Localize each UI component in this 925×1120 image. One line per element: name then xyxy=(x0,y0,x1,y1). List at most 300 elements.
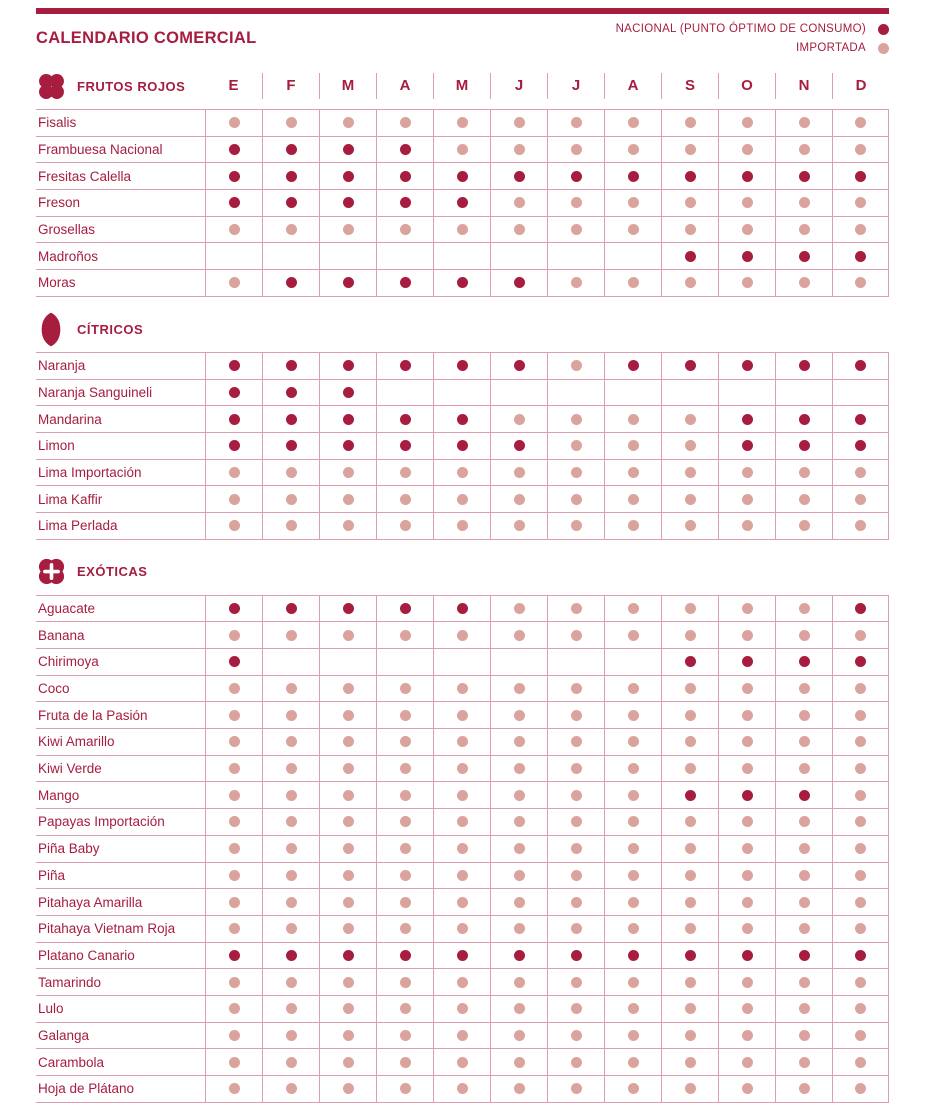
month-value-cell xyxy=(718,782,775,808)
month-value-cell xyxy=(775,486,832,512)
month-value-cell xyxy=(262,702,319,728)
importada-dot-icon xyxy=(400,1057,411,1068)
nacional-dot-icon xyxy=(685,790,696,801)
importada-dot-icon xyxy=(799,683,810,694)
table-row xyxy=(36,1076,889,1103)
month-value-cell xyxy=(661,996,718,1022)
month-value-cell xyxy=(661,782,718,808)
nacional-dot-icon xyxy=(799,414,810,425)
month-value-cell xyxy=(376,596,433,622)
month-value-cell xyxy=(604,729,661,755)
nacional-dot-icon xyxy=(229,171,240,182)
month-value-cell xyxy=(490,702,547,728)
row-label: Fresitas Calella xyxy=(38,168,132,184)
month-value-cell xyxy=(490,433,547,459)
month-value-cell xyxy=(661,702,718,728)
nacional-dot-icon xyxy=(514,950,525,961)
nacional-dot-icon xyxy=(286,387,297,398)
month-value-cell xyxy=(262,676,319,702)
importada-dot-icon xyxy=(855,1003,866,1014)
importada-dot-icon xyxy=(685,977,696,988)
section-name: EXÓTICAS xyxy=(77,564,148,580)
month-value-cell xyxy=(205,486,262,512)
row-label: Lulo xyxy=(38,1001,64,1017)
month-value-cell xyxy=(433,110,490,136)
month-value-cell xyxy=(718,163,775,189)
table-row xyxy=(36,1049,889,1076)
berries-icon xyxy=(36,72,66,101)
importada-dot-icon xyxy=(742,683,753,694)
importada-dot-icon xyxy=(571,790,582,801)
importada-dot-icon xyxy=(571,440,582,451)
importada-dot-icon xyxy=(514,1030,525,1041)
importada-dot-icon xyxy=(799,197,810,208)
month-value-cell xyxy=(547,486,604,512)
month-value-cell xyxy=(547,729,604,755)
month-value-cell xyxy=(718,243,775,269)
importada-dot-icon xyxy=(229,117,240,128)
month-value-cell xyxy=(775,943,832,969)
month-value-cell xyxy=(205,943,262,969)
month-header-2: F xyxy=(262,73,319,99)
month-value-cell xyxy=(775,190,832,216)
nacional-dot-icon xyxy=(742,656,753,667)
month-value-cell xyxy=(775,163,832,189)
table-row xyxy=(36,433,889,460)
row-label: Kiwi Verde xyxy=(38,761,102,777)
nacional-dot-icon xyxy=(400,440,411,451)
month-value-cell xyxy=(262,243,319,269)
importada-dot-icon xyxy=(286,467,297,478)
month-value-cell xyxy=(832,137,889,163)
month-value-cell xyxy=(718,649,775,675)
importada-dot-icon xyxy=(229,790,240,801)
importada-dot-icon xyxy=(514,603,525,614)
month-value-cell xyxy=(262,353,319,379)
month-value-cell xyxy=(262,996,319,1022)
month-value-cell xyxy=(547,996,604,1022)
month-value-cell xyxy=(319,1049,376,1075)
nacional-dot-icon xyxy=(229,656,240,667)
month-value-cell xyxy=(490,596,547,622)
importada-dot-icon xyxy=(229,816,240,827)
month-value-cell xyxy=(490,406,547,432)
table-row xyxy=(36,649,889,676)
importada-dot-icon xyxy=(229,277,240,288)
month-value-cell xyxy=(490,836,547,862)
importada-dot-icon xyxy=(457,1083,468,1094)
month-value-cell xyxy=(490,137,547,163)
table-row xyxy=(36,270,889,297)
month-value-cell xyxy=(490,969,547,995)
importada-dot-icon xyxy=(742,1083,753,1094)
month-value-cell xyxy=(775,756,832,782)
importada-dot-icon xyxy=(628,923,639,934)
month-value-cell xyxy=(262,756,319,782)
importada-dot-icon xyxy=(400,1003,411,1014)
importada-dot-icon xyxy=(742,843,753,854)
nacional-dot-icon xyxy=(855,360,866,371)
month-value-cell xyxy=(604,1076,661,1102)
importada-dot-icon xyxy=(514,520,525,531)
month-value-cell xyxy=(604,676,661,702)
month-value-cell xyxy=(205,406,262,432)
importada-dot-icon xyxy=(343,870,354,881)
importada-dot-icon xyxy=(742,1057,753,1068)
month-value-cell xyxy=(661,190,718,216)
month-value-cell xyxy=(319,889,376,915)
importada-dot-icon xyxy=(571,763,582,774)
importada-dot-icon xyxy=(685,224,696,235)
nacional-dot-icon xyxy=(343,950,354,961)
importada-dot-icon xyxy=(685,923,696,934)
month-value-cell xyxy=(205,163,262,189)
month-value-cell xyxy=(661,1049,718,1075)
importada-dot-icon xyxy=(457,683,468,694)
nacional-dot-icon xyxy=(286,414,297,425)
month-value-cell xyxy=(262,782,319,808)
month-value-cell xyxy=(718,969,775,995)
nacional-dot-icon xyxy=(799,950,810,961)
month-value-cell xyxy=(604,596,661,622)
month-value-cell xyxy=(433,353,490,379)
importada-dot-icon xyxy=(799,897,810,908)
importada-dot-icon xyxy=(571,923,582,934)
importada-dot-icon xyxy=(742,277,753,288)
month-value-cell xyxy=(661,353,718,379)
table-row xyxy=(36,596,889,623)
row-label: Lima Importación xyxy=(38,464,142,480)
importada-dot-icon xyxy=(571,843,582,854)
row-label: Fruta de la Pasión xyxy=(38,707,148,723)
importada-dot-icon xyxy=(514,197,525,208)
month-value-cell xyxy=(262,270,319,296)
month-value-cell xyxy=(262,809,319,835)
month-value-cell xyxy=(604,996,661,1022)
row-label: Chirimoya xyxy=(38,654,99,670)
month-value-cell xyxy=(262,622,319,648)
nacional-dot-icon xyxy=(855,656,866,667)
month-value-cell xyxy=(319,190,376,216)
importada-dot-icon xyxy=(514,736,525,747)
month-value-cell xyxy=(433,702,490,728)
month-value-cell xyxy=(262,406,319,432)
nacional-dot-icon xyxy=(685,251,696,262)
row-label: Naranja Sanguineli xyxy=(38,384,153,400)
month-value-cell xyxy=(661,513,718,539)
nacional-dot-icon xyxy=(400,197,411,208)
month-value-cell xyxy=(604,110,661,136)
month-value-cell xyxy=(718,433,775,459)
month-value-cell xyxy=(547,756,604,782)
month-value-cell xyxy=(262,433,319,459)
importada-dot-icon xyxy=(343,494,354,505)
month-value-cell xyxy=(205,916,262,942)
month-value-cell xyxy=(547,596,604,622)
month-value-cell xyxy=(319,782,376,808)
importada-dot-icon xyxy=(514,923,525,934)
month-value-cell xyxy=(547,782,604,808)
month-value-cell xyxy=(490,380,547,406)
month-value-cell xyxy=(775,889,832,915)
importada-dot-icon xyxy=(286,520,297,531)
month-value-cell xyxy=(376,863,433,889)
importada-dot-icon xyxy=(400,117,411,128)
month-value-cell xyxy=(205,513,262,539)
importada-dot-icon xyxy=(628,630,639,641)
nacional-dot-icon xyxy=(514,360,525,371)
table-row xyxy=(36,110,889,137)
importada-dot-icon xyxy=(457,494,468,505)
month-value-cell xyxy=(319,460,376,486)
importada-dot-icon xyxy=(799,1083,810,1094)
month-value-cell xyxy=(661,163,718,189)
row-label: Kiwi Amarillo xyxy=(38,734,115,750)
importada-dot-icon xyxy=(571,710,582,721)
nacional-dot-icon xyxy=(799,440,810,451)
importada-dot-icon xyxy=(286,710,297,721)
row-label: Piña Baby xyxy=(38,841,100,857)
month-value-cell xyxy=(376,217,433,243)
month-value-cell xyxy=(832,190,889,216)
month-value-cell xyxy=(433,460,490,486)
month-header-9: S xyxy=(661,73,718,99)
importada-dot-icon xyxy=(742,197,753,208)
month-value-cell xyxy=(319,809,376,835)
month-value-cell xyxy=(775,243,832,269)
month-value-cell xyxy=(604,1023,661,1049)
importada-dot-icon xyxy=(514,816,525,827)
importada-dot-icon xyxy=(628,144,639,155)
nacional-dot-icon xyxy=(799,656,810,667)
section-name: FRUTOS ROJOS xyxy=(77,78,186,94)
month-value-cell xyxy=(718,996,775,1022)
nacional-dot-icon xyxy=(514,440,525,451)
row-label: Papayas Importación xyxy=(38,814,165,830)
month-value-cell xyxy=(832,622,889,648)
month-value-cell xyxy=(661,836,718,862)
row-label: Pitahaya Vietnam Roja xyxy=(38,921,176,937)
month-value-cell xyxy=(376,969,433,995)
month-value-cell xyxy=(832,729,889,755)
month-value-cell xyxy=(376,190,433,216)
table-row xyxy=(36,782,889,809)
exotic-icon xyxy=(36,557,66,586)
month-value-cell xyxy=(661,943,718,969)
importada-dot-icon xyxy=(400,870,411,881)
month-value-cell xyxy=(433,969,490,995)
month-value-cell xyxy=(775,270,832,296)
month-value-cell xyxy=(718,460,775,486)
month-value-cell xyxy=(547,1076,604,1102)
importada-dot-icon xyxy=(286,897,297,908)
month-value-cell xyxy=(205,729,262,755)
month-value-cell xyxy=(376,137,433,163)
month-value-cell xyxy=(319,1023,376,1049)
month-value-cell xyxy=(433,782,490,808)
month-value-cell xyxy=(775,353,832,379)
importada-dot-icon xyxy=(742,603,753,614)
month-value-cell xyxy=(376,353,433,379)
row-label: Madroños xyxy=(38,248,99,264)
table-row xyxy=(36,889,889,916)
month-value-cell xyxy=(718,406,775,432)
month-value-cell xyxy=(718,1076,775,1102)
importada-dot-icon xyxy=(400,630,411,641)
nacional-dot-icon xyxy=(400,950,411,961)
importada-dot-icon xyxy=(855,144,866,155)
nacional-dot-icon xyxy=(400,360,411,371)
importada-dot-icon xyxy=(229,1057,240,1068)
month-value-cell xyxy=(661,270,718,296)
nacional-dot-icon xyxy=(286,277,297,288)
importada-dot-icon xyxy=(685,520,696,531)
month-value-cell xyxy=(547,110,604,136)
month-value-cell xyxy=(205,433,262,459)
month-value-cell xyxy=(262,969,319,995)
nacional-dot-icon xyxy=(855,171,866,182)
month-value-cell xyxy=(604,702,661,728)
importada-dot-icon xyxy=(229,1083,240,1094)
month-value-cell xyxy=(490,353,547,379)
month-value-cell xyxy=(775,1023,832,1049)
nacional-dot-icon xyxy=(628,360,639,371)
table-row xyxy=(36,756,889,783)
month-value-cell xyxy=(718,217,775,243)
importada-dot-icon xyxy=(799,603,810,614)
month-value-cell xyxy=(604,270,661,296)
importada-dot-icon xyxy=(229,1030,240,1041)
importada-dot-icon xyxy=(628,603,639,614)
importada-dot-icon xyxy=(229,897,240,908)
month-value-cell xyxy=(661,1023,718,1049)
importada-dot-icon xyxy=(343,843,354,854)
month-value-cell xyxy=(661,243,718,269)
importada-dot-icon xyxy=(229,870,240,881)
month-value-cell xyxy=(547,137,604,163)
month-header-3: M xyxy=(319,73,376,99)
month-value-cell xyxy=(604,916,661,942)
importada-dot-icon xyxy=(799,763,810,774)
importada-dot-icon xyxy=(685,197,696,208)
legend-item-importada xyxy=(616,42,889,54)
month-value-cell xyxy=(319,217,376,243)
month-value-cell xyxy=(262,460,319,486)
row-label: Moras xyxy=(38,275,76,291)
importada-dot-icon xyxy=(855,630,866,641)
importada-dot-icon xyxy=(685,630,696,641)
importada-dot-icon xyxy=(286,790,297,801)
table-row xyxy=(36,836,889,863)
importada-dot-icon xyxy=(400,467,411,478)
month-value-cell xyxy=(376,486,433,512)
importada-dot-icon xyxy=(799,870,810,881)
importada-dot-icon xyxy=(514,897,525,908)
importada-dot-icon xyxy=(855,870,866,881)
month-value-cell xyxy=(718,1049,775,1075)
nacional-dot-icon xyxy=(286,197,297,208)
month-value-cell xyxy=(262,217,319,243)
section-header xyxy=(36,69,889,103)
importada-dot-icon xyxy=(571,630,582,641)
importada-dot-icon xyxy=(742,763,753,774)
importada-dot-icon xyxy=(286,683,297,694)
importada-dot-icon xyxy=(400,224,411,235)
month-value-cell xyxy=(319,270,376,296)
importada-dot-icon xyxy=(457,816,468,827)
table-row xyxy=(36,809,889,836)
importada-dot-icon xyxy=(799,277,810,288)
month-value-cell xyxy=(604,460,661,486)
month-value-cell xyxy=(547,676,604,702)
month-value-cell xyxy=(319,916,376,942)
month-value-cell xyxy=(547,270,604,296)
importada-dot-icon xyxy=(229,683,240,694)
table-row xyxy=(36,486,889,513)
importada-dot-icon xyxy=(400,1083,411,1094)
nacional-dot-icon xyxy=(343,171,354,182)
month-value-cell xyxy=(319,622,376,648)
month-value-cell xyxy=(376,729,433,755)
month-value-cell xyxy=(490,782,547,808)
row-label: Naranja xyxy=(38,358,86,374)
nacional-dot-icon xyxy=(229,440,240,451)
month-value-cell xyxy=(490,163,547,189)
month-value-cell xyxy=(547,353,604,379)
importada-dot-icon xyxy=(514,144,525,155)
month-value-cell xyxy=(718,1023,775,1049)
importada-dot-icon xyxy=(571,224,582,235)
nacional-dot-icon xyxy=(685,950,696,961)
month-value-cell xyxy=(205,702,262,728)
month-value-cell xyxy=(832,353,889,379)
nacional-dot-icon xyxy=(855,414,866,425)
nacional-dot-icon xyxy=(685,656,696,667)
month-value-cell xyxy=(661,729,718,755)
month-value-cell xyxy=(319,433,376,459)
month-value-cell xyxy=(832,433,889,459)
page-title: CALENDARIO COMERCIAL xyxy=(36,29,257,47)
month-value-cell xyxy=(547,380,604,406)
month-value-cell xyxy=(661,863,718,889)
importada-dot-icon xyxy=(286,1057,297,1068)
importada-dot-icon xyxy=(457,763,468,774)
month-value-cell xyxy=(376,1023,433,1049)
importada-dot-icon xyxy=(343,1030,354,1041)
month-value-cell xyxy=(433,217,490,243)
month-value-cell xyxy=(832,380,889,406)
importada-dot-icon xyxy=(571,1083,582,1094)
importada-dot-icon xyxy=(855,117,866,128)
importada-dot-icon xyxy=(628,224,639,235)
importada-dot-icon xyxy=(457,1003,468,1014)
month-value-cell xyxy=(205,353,262,379)
month-value-cell xyxy=(604,863,661,889)
nacional-dot-icon xyxy=(400,144,411,155)
month-value-cell xyxy=(319,513,376,539)
month-value-cell xyxy=(775,676,832,702)
importada-dot-icon xyxy=(286,977,297,988)
importada-dot-icon xyxy=(343,630,354,641)
importada-dot-icon xyxy=(878,43,889,54)
month-value-cell xyxy=(775,622,832,648)
legend-label-nacional: NACIONAL (PUNTO ÓPTIMO DE CONSUMO) xyxy=(615,23,866,35)
table-row xyxy=(36,163,889,190)
month-value-cell xyxy=(376,433,433,459)
importada-dot-icon xyxy=(855,977,866,988)
nacional-dot-icon xyxy=(229,387,240,398)
month-value-cell xyxy=(832,676,889,702)
